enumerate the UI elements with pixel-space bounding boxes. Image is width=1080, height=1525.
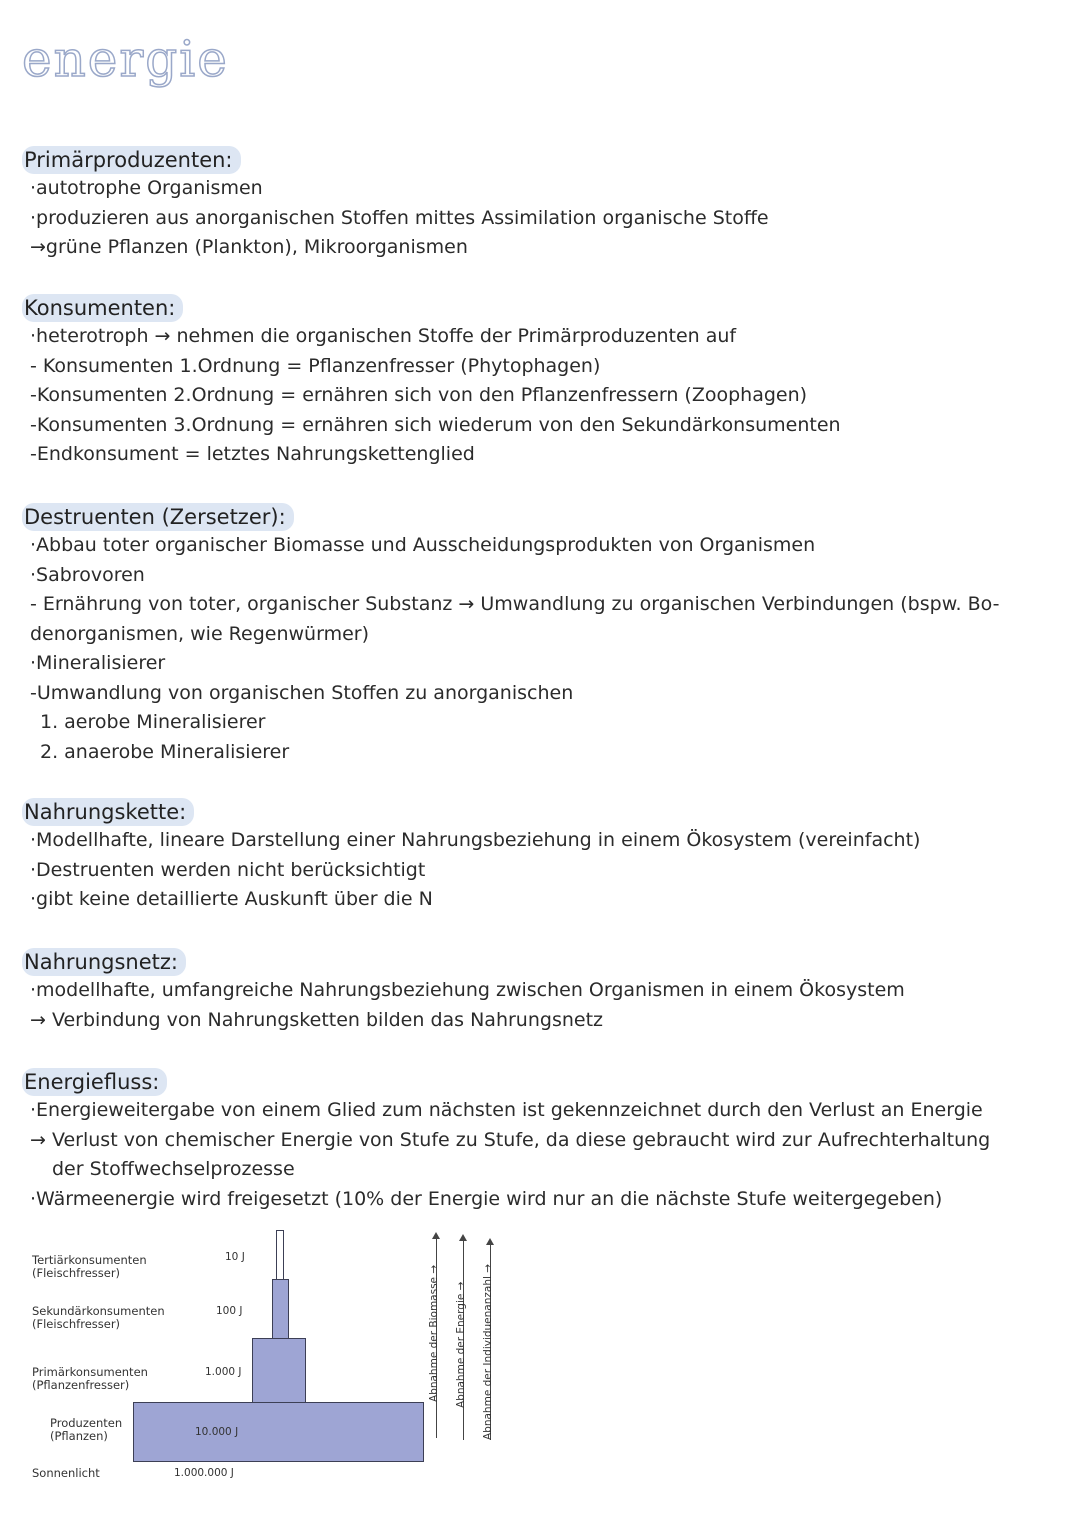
pyramid-energy-producers: 10.000 J <box>195 1426 239 1438</box>
pyramid-label-text: (Pflanzen) <box>50 1429 108 1443</box>
arrow-label-energy: Abnahme der Energie → <box>455 1281 467 1408</box>
section-primaerproduzenten <box>22 146 1062 263</box>
pyramid-label-text: Sekundärkonsumenten <box>32 1304 165 1318</box>
pyramid-energy-secondary: 100 J <box>216 1305 243 1317</box>
pyramid-label-text: (Fleischfresser) <box>32 1266 121 1280</box>
pyramid-label-primary <box>32 1366 148 1392</box>
section-konsumenten <box>22 294 1062 470</box>
pyramid-label-text: (Pflanzenfresser) <box>32 1378 130 1392</box>
arrow-label-biomass: Abnahme der Biomasse → <box>428 1264 440 1402</box>
heading-nahrungsnetz: Nahrungsnetz: <box>22 948 186 976</box>
text-line: ·Modellhafte, lineare Darstellung einer Nahrungsbeziehung in einem Ökosystem (vereinfacht) <box>30 829 921 851</box>
pyramid-bar-tertiary <box>276 1230 284 1280</box>
section-nahrungskette <box>22 798 1062 915</box>
section-nahrungsnetz <box>22 948 1062 1035</box>
page-title: energie <box>22 30 229 88</box>
text-line: ·Destruenten werden nicht berücksichtigt <box>30 858 426 881</box>
text-line: ·gibt keine detaillierte Auskunft über die N <box>30 888 433 910</box>
text-line: →grüne Pflanzen (Plankton), Mikroorganismen <box>30 236 468 258</box>
heading-konsumenten: Konsumenten: <box>22 294 183 322</box>
section-destruenten <box>22 503 1062 767</box>
text-line: 1. aerobe Mineralisierer <box>40 711 266 733</box>
arrow-label-individuals: Abnahme der Individuenanzahl → <box>482 1263 494 1440</box>
pyramid-bar-primary <box>252 1338 306 1403</box>
arrow-up-icon <box>459 1234 467 1241</box>
pyramid-label-text: (Fleischfresser) <box>32 1317 121 1331</box>
text-line: ·autotrophe Organismen <box>30 177 263 199</box>
pyramid-bar-secondary <box>272 1279 289 1339</box>
text-line: ·produzieren aus anorganischen Stoffen mittes Assimilation organische Stoffe <box>30 206 769 229</box>
text-line: → Verbindung von Nahrungsketten bilden das Nahrungsnetz <box>30 1008 603 1031</box>
text-line: -Konsumenten 3.Ordnung = ernähren sich wiederum von den Sekundärkonsumenten <box>30 413 841 436</box>
heading-energiefluss: Energiefluss: <box>22 1068 167 1096</box>
pyramid-label-text: Produzenten <box>50 1416 123 1430</box>
pyramid-label-sunlight: Sonnenlicht <box>32 1466 100 1480</box>
arrow-up-icon <box>486 1238 494 1245</box>
text-line: 2. anaerobe Mineralisierer <box>40 740 290 763</box>
text-line: - Konsumenten 1.Ordnung = Pflanzenfresser (Phytophagen) <box>30 354 601 377</box>
pyramid-energy-primary: 1.000 J <box>205 1366 242 1378</box>
pyramid-energy-tertiary: 10 J <box>225 1251 245 1263</box>
pyramid-label-text: Tertiärkonsumenten <box>32 1253 147 1267</box>
text-line: ·heterotroph → nehmen die organischen Stoffe der Primärproduzenten auf <box>30 325 737 347</box>
pyramid-bar-producers <box>133 1402 424 1462</box>
text-line: ·Mineralisierer <box>30 652 166 674</box>
arrow-up-icon <box>432 1232 440 1239</box>
text-line: -Konsumenten 2.Ordnung = ernähren sich von den Pflanzenfressern (Zoophagen) <box>30 384 808 406</box>
text-line: denorganismen, wie Regenwürmer) <box>30 622 369 645</box>
section-energiefluss <box>22 1068 1062 1214</box>
pyramid-label-tertiary <box>32 1254 147 1280</box>
text-line: ·Wärmeenergie wird freigesetzt (10% der Energie wird nur an die nächste Stufe weitergegeben) <box>30 1187 943 1210</box>
pyramid-energy-sunlight: 1.000.000 J <box>174 1467 234 1479</box>
text-line: ·modellhafte, umfangreiche Nahrungsbeziehung zwischen Organismen in einem Ökosystem <box>30 979 905 1001</box>
text-line: der Stoffwechselprozesse <box>52 1158 295 1180</box>
pyramid-label-producers <box>50 1417 122 1443</box>
text-line: ·Abbau toter organischer Biomasse und Ausscheidungsprodukten von Organismen <box>30 534 816 556</box>
pyramid-label-text: Primärkonsumenten <box>32 1365 148 1379</box>
heading-nahrungskette: Nahrungskette: <box>22 798 194 826</box>
text-line: -Endkonsument = letztes Nahrungskettenglied <box>30 443 475 465</box>
text-line: ·Sabrovoren <box>30 563 145 586</box>
heading-primaerproduzenten: Primärproduzenten: <box>22 146 241 174</box>
pyramid-label-secondary <box>32 1305 165 1331</box>
text-line: -Umwandlung von organischen Stoffen zu anorganischen <box>30 681 574 704</box>
text-line: → Verlust von chemischer Energie von Stufe zu Stufe, da diese gebraucht wird zur Aufrechterhaltung <box>30 1128 991 1151</box>
text-line: - Ernährung von toter, organischer Substanz → Umwandlung zu organischen Verbindungen (bspw. Bo- <box>30 593 1000 615</box>
heading-destruenten: Destruenten (Zersetzer): <box>22 503 294 531</box>
text-line: ·Energieweitergabe von einem Glied zum nächsten ist gekennzeichnet durch den Verlust an Energie <box>30 1099 983 1121</box>
